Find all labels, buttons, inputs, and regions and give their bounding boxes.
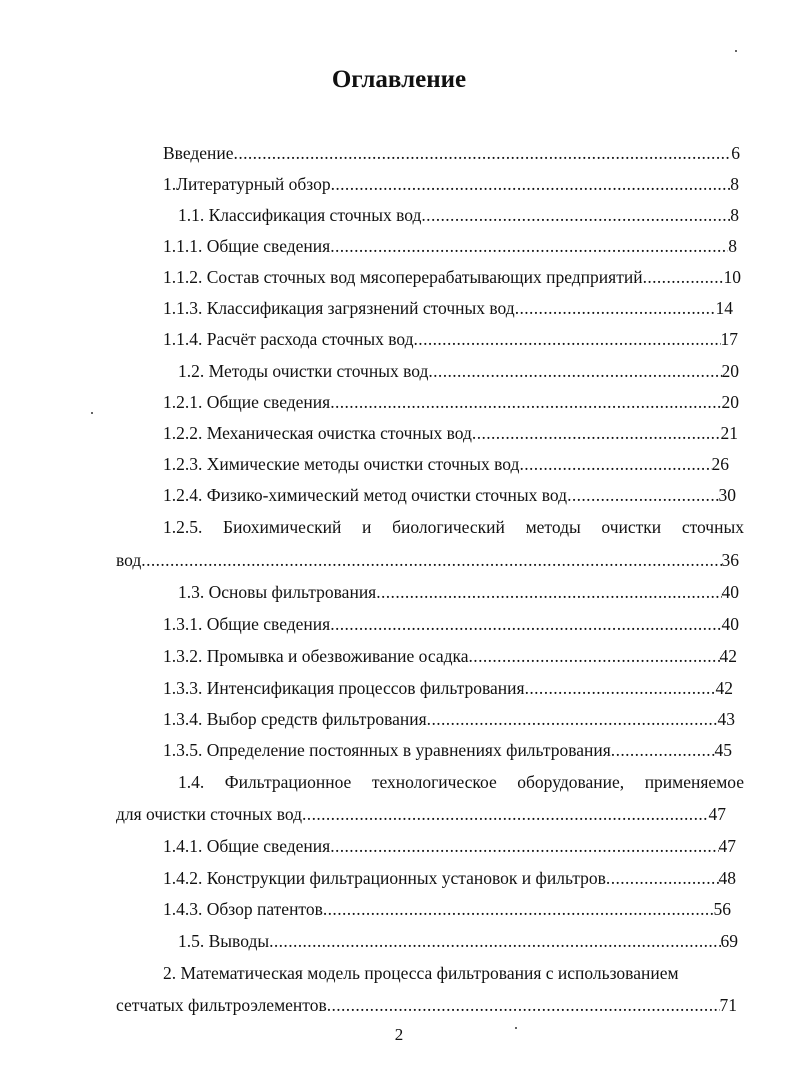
toc-entry [178, 577, 739, 607]
toc-entry [116, 990, 737, 1020]
toc-entry-text: 1.1.3. Классификация загрязнений сточных вод [163, 298, 515, 318]
toc-entry-text: 1.3.4. Выбор средств фильтрования [163, 709, 427, 729]
toc-leader [611, 735, 715, 765]
toc-entry-text: вод [116, 550, 142, 570]
toc-entry-text: 1.1. Классификация сточных вод [178, 205, 422, 225]
toc-entry-text: 1.5. Выводы [178, 931, 270, 951]
toc-leader [643, 262, 724, 292]
toc-entry-line1 [163, 958, 743, 988]
toc-entry [163, 704, 735, 734]
toc-entry-text: для очистки сточных вод [116, 804, 303, 824]
toc-entry-page: 21 [720, 423, 738, 443]
toc-leader [606, 863, 719, 893]
toc-entry [163, 231, 737, 261]
toc-entry-page: 40 [721, 614, 739, 634]
scan-speck [735, 50, 737, 52]
toc-entry-text: 2. Математическая модель процесса фильтрования с использованием [163, 963, 679, 983]
toc-entry-page: 8 [730, 174, 739, 194]
toc-entry-text: 1.2.2. Механическая очистка сточных вод [163, 423, 472, 443]
toc-entry-text: 1.1.1. Общие сведения [163, 236, 331, 256]
toc-entry [163, 894, 731, 924]
toc-entry-page: 20 [721, 361, 739, 381]
toc-entry [178, 926, 738, 956]
toc-entry [163, 609, 739, 639]
toc-entry-text: 1.2.4. Физико-химический метод очистки сточных вод [163, 485, 568, 505]
toc-entry-page: 56 [713, 899, 731, 919]
toc-entry-text: 1.1.4. Расчёт расхода сточных вод [163, 329, 414, 349]
toc-leader [472, 418, 721, 448]
toc-entry-text: 1.2.1. Общие сведения [163, 392, 331, 412]
toc-entry-text: 1.4.2. Конструкции фильтрационных установок и фильтров [163, 868, 606, 888]
toc-leader [330, 387, 721, 417]
toc-entry [163, 293, 733, 323]
toc-entry [163, 449, 729, 479]
toc-entry-text: 1.2. Методы очистки сточных вод [178, 361, 429, 381]
toc-leader [427, 704, 718, 734]
toc-entry-page: 17 [720, 329, 738, 349]
toc-entry-text: 1.2.3. Химические методы очистки сточных вод [163, 454, 520, 474]
toc-entry [163, 387, 739, 417]
toc-word: применяемое [644, 772, 744, 792]
toc-leader [269, 926, 720, 956]
toc-leader [234, 138, 732, 168]
toc-entry [163, 169, 739, 199]
toc-entry-page: 8 [730, 205, 739, 225]
toc-leader [323, 894, 714, 924]
toc-entry [163, 641, 737, 671]
page-title: Оглавление [331, 66, 467, 93]
toc-leader [414, 324, 721, 354]
toc-entry-text: 1.3.3. Интенсификация процессов фильтрования [163, 678, 525, 698]
toc-entry-page: 42 [719, 646, 737, 666]
toc-entry-text: 1.Литературный обзор [163, 174, 331, 194]
toc-entry-page: 47 [718, 836, 736, 856]
toc-entry-page: 71 [719, 995, 737, 1015]
toc-leader [330, 609, 721, 639]
toc-entry-text: 1.1.2. Состав сточных вод мясоперерабатывающих предприятий [163, 267, 643, 287]
toc-leader [141, 545, 721, 575]
toc-word: оборудование, [517, 772, 625, 792]
toc-entry-line1 [163, 512, 744, 542]
scan-speck [91, 412, 93, 414]
toc-leader [428, 356, 721, 386]
toc-entry-text: 1.3.5. Определение постоянных в уравнениях фильтрования [163, 740, 611, 760]
toc-entry [163, 262, 741, 292]
toc-leader [330, 831, 718, 861]
toc-entry-page: 6 [731, 143, 740, 163]
toc-entry-page: 47 [708, 804, 726, 824]
toc-leader [469, 641, 720, 671]
toc-entry [116, 799, 726, 829]
toc-entry [116, 545, 739, 575]
toc-entry [163, 480, 736, 510]
toc-entry-text: 1.3.1. Общие сведения [163, 614, 331, 634]
toc-entry-line1 [178, 767, 744, 797]
toc-entry [163, 863, 736, 893]
toc-leader [515, 293, 716, 323]
toc-entry-page: 69 [720, 931, 738, 951]
toc-word: и [362, 517, 372, 537]
toc-entry-text: сетчатых фильтроэлементов [116, 995, 327, 1015]
toc-entry-text: 1.3. Основы фильтрования [178, 582, 377, 602]
toc-entry-text: 1.3.2. Промывка и обезвоживание осадка [163, 646, 469, 666]
toc-entry-text: 1.4.1. Общие сведения [163, 836, 331, 856]
toc-entry-page: 36 [721, 550, 739, 570]
toc-word: 1.4. [178, 772, 205, 792]
toc-entry [163, 831, 736, 861]
toc-word: биологический [392, 517, 505, 537]
toc-entry-text: 1.4.3. Обзор патентов [163, 899, 323, 919]
toc-leader [327, 990, 720, 1020]
toc-entry-page: 42 [715, 678, 733, 698]
toc-entry-page: 40 [721, 582, 739, 602]
toc-entry [163, 324, 738, 354]
toc-entry [163, 735, 732, 765]
toc-entry-page: 43 [717, 709, 735, 729]
toc-leader [302, 799, 708, 829]
toc-entry-page: 10 [723, 267, 741, 287]
toc-leader [331, 169, 731, 199]
toc-entry-page: 20 [721, 392, 739, 412]
toc-entry-page: 14 [715, 298, 733, 318]
toc-entry-page: 30 [718, 485, 736, 505]
toc-word: методы [525, 517, 581, 537]
toc-entry-text: Введение [163, 143, 234, 163]
toc-entry [178, 200, 739, 230]
toc-entry [163, 673, 733, 703]
toc-leader [519, 449, 711, 479]
toc-leader [567, 480, 718, 510]
page-number: 2 [394, 1025, 404, 1044]
toc-leader [330, 231, 728, 261]
toc-word: технологическое [371, 772, 497, 792]
toc-entry-page: 48 [718, 868, 736, 888]
toc-word: сточных [681, 517, 744, 537]
scan-speck [515, 1027, 517, 1029]
toc-word: 1.2.5. [163, 517, 203, 537]
toc-entry-page: 8 [728, 236, 737, 256]
toc-entry [178, 356, 739, 386]
toc-word: очистки [601, 517, 662, 537]
toc-entry-page: 26 [711, 454, 729, 474]
toc-entry-page: 45 [714, 740, 732, 760]
toc-word: Биохимический [223, 517, 342, 537]
toc-entry [163, 418, 738, 448]
toc-entry [163, 138, 740, 168]
toc-leader [421, 200, 730, 230]
toc-word: Фильтрационное [224, 772, 352, 792]
toc-leader [525, 673, 716, 703]
toc-leader [376, 577, 721, 607]
